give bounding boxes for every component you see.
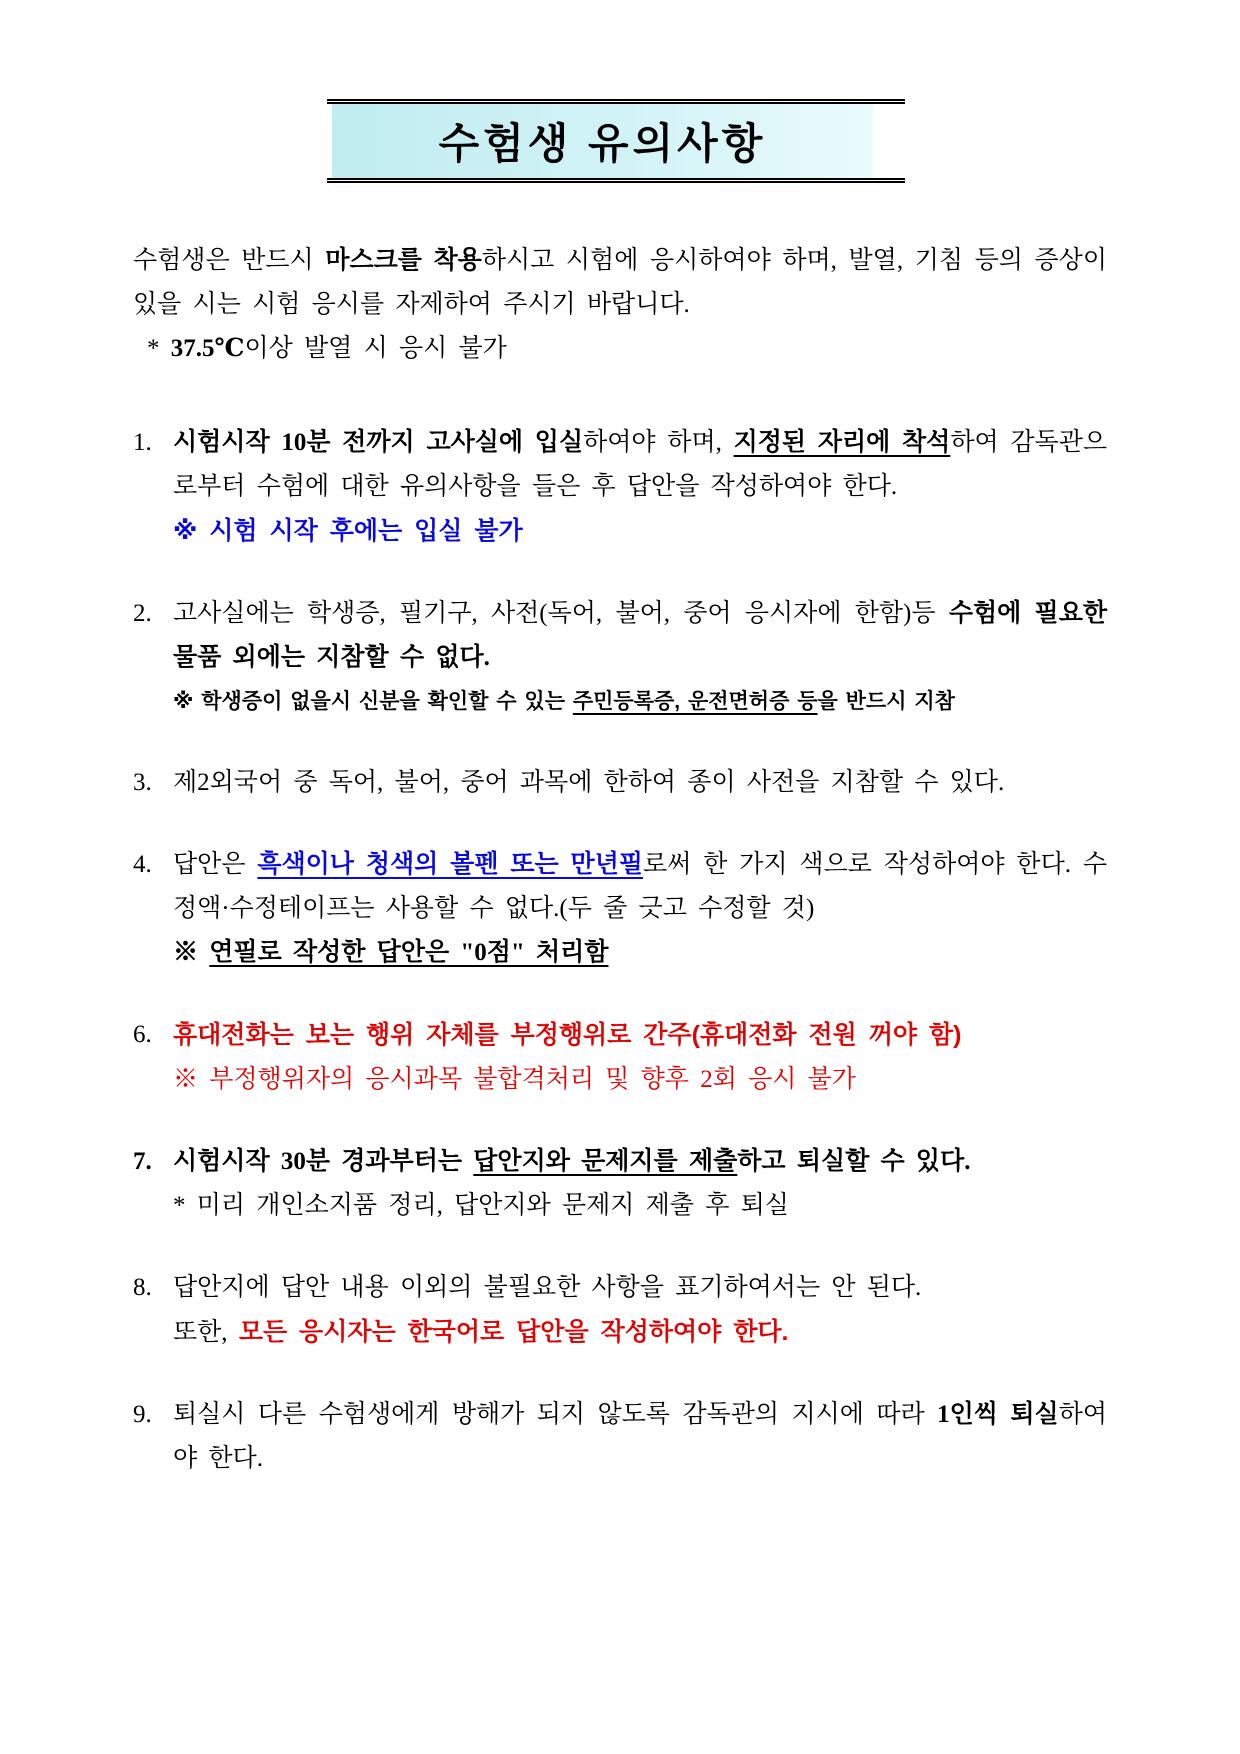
sub-note bbox=[173, 1184, 1107, 1228]
text-segment: ※ 학생증이 없을시 신분을 확인할 수 있는 bbox=[173, 690, 573, 713]
text-segment: 이상 발열 시 응시 불가 bbox=[244, 335, 507, 362]
notice-item-8 bbox=[133, 1266, 1107, 1355]
sub-note bbox=[173, 680, 1107, 723]
notice-item-3 bbox=[133, 761, 1107, 805]
text-segment: ※ 시험 시작 후에는 입실 불가 bbox=[173, 517, 523, 545]
text-segment: ※ bbox=[173, 939, 210, 966]
text-segment: * bbox=[147, 335, 171, 362]
title-banner-rules bbox=[327, 99, 905, 183]
text-segment: 제2외국어 중 독어, 불어, 중어 과목에 한하여 종이 사전을 지참할 수 있다. bbox=[173, 769, 1005, 796]
fever-note bbox=[133, 327, 1107, 371]
notice-item-4 bbox=[133, 843, 1107, 975]
document-body bbox=[133, 239, 1107, 1481]
item-body bbox=[173, 843, 1107, 975]
item-number: 2. bbox=[133, 600, 152, 627]
notice-item-1 bbox=[133, 421, 1107, 554]
text-segment: 수험생은 반드시 bbox=[133, 247, 326, 274]
item-body bbox=[173, 761, 1107, 805]
text-segment: 답안지에 답안 내용 이외의 불필요한 사항을 표기하여서는 안 된다. bbox=[173, 1274, 922, 1301]
item-text bbox=[173, 1393, 1107, 1481]
item-body bbox=[173, 1266, 1107, 1355]
item-text bbox=[173, 592, 1107, 680]
item-text bbox=[173, 1013, 1107, 1058]
text-segment: 하여야 한다. bbox=[173, 1401, 1107, 1472]
text-segment: 하고 퇴실할 수 있다. bbox=[737, 1148, 971, 1175]
text-segment: 답안지와 문제지를 제출 bbox=[473, 1148, 738, 1175]
notice-item-2 bbox=[133, 592, 1107, 723]
item-number: 6. bbox=[133, 1021, 152, 1048]
text-segment: 로써 한 가지 색으로 작성하여야 한다. 수정액·수정테이프는 사용할 수 없다.(두 줄 긋고 수정할 것) bbox=[173, 851, 1108, 922]
item-text bbox=[173, 1140, 1107, 1184]
text-segment: 시험시작 10분 전까지 고사실에 입실 bbox=[173, 429, 584, 456]
text-segment: 지정된 자리에 착석 bbox=[733, 429, 951, 456]
item-number: 9. bbox=[133, 1401, 152, 1428]
sub-note bbox=[173, 1058, 1107, 1102]
text-segment: 1인씩 퇴실 bbox=[937, 1401, 1059, 1428]
item-number: 8. bbox=[133, 1274, 152, 1301]
text-segment: 퇴실시 다른 수험생에게 방해가 되지 않도록 감독관의 지시에 따라 bbox=[173, 1401, 938, 1428]
item-text bbox=[173, 1266, 1107, 1355]
page-title: 수험생 유의사항 bbox=[332, 104, 873, 178]
text-segment: 흑색이나 청색의 볼펜 또는 만년필 bbox=[257, 851, 644, 878]
item-number: 7. bbox=[133, 1148, 152, 1175]
text-segment: 답안은 bbox=[173, 851, 258, 878]
notice-item-6 bbox=[133, 1013, 1107, 1102]
notice-item-7 bbox=[133, 1140, 1107, 1228]
text-segment: 또한, bbox=[173, 1319, 239, 1346]
item-body bbox=[173, 421, 1107, 554]
text-segment: 고사실에는 학생증, 필기구, 사전(독어, 불어, 중어 응시자에 한함)등 bbox=[173, 600, 949, 627]
sub-note bbox=[173, 931, 1107, 975]
item-body bbox=[173, 592, 1107, 723]
text-segment: 37.5℃ bbox=[170, 335, 245, 362]
text-segment: 을 반드시 지참 bbox=[817, 690, 955, 713]
item-number: 1. bbox=[133, 429, 152, 456]
text-segment: 하여야 하며, bbox=[583, 429, 734, 456]
text-segment: 연필로 작성한 답안은 "0점" 처리함 bbox=[209, 939, 609, 966]
item-body bbox=[173, 1140, 1107, 1228]
item-body bbox=[173, 1393, 1107, 1481]
text-segment: 하시고 시험에 응시하여야 하며, 발열, 기침 등의 증상이 있을 시는 시험 응시를 자제하여 주시기 바랍니다. bbox=[133, 247, 1107, 318]
item-number: 3. bbox=[133, 769, 152, 796]
text-segment: * 미리 개인소지품 정리, 답안지와 문제지 제출 후 퇴실 bbox=[173, 1192, 789, 1219]
text-segment: ※ 부정행위자의 응시과목 불합격처리 및 향후 2회 응시 불가 bbox=[173, 1066, 856, 1093]
item-number: 4. bbox=[133, 851, 152, 878]
item-body bbox=[173, 1013, 1107, 1102]
intro-paragraph bbox=[133, 239, 1107, 327]
text-segment: 시험시작 30분 경과부터는 bbox=[173, 1148, 474, 1175]
text-segment: 수험에 필요한 물품 외에는 지참할 수 없다. bbox=[173, 600, 1107, 671]
notice-item-9 bbox=[133, 1393, 1107, 1481]
text-segment: 주민등록증, 운전면허증 등 bbox=[572, 690, 818, 713]
text-segment: 모든 응시자는 한국어로 답안을 작성하여야 한다. bbox=[238, 1318, 789, 1346]
item-text bbox=[173, 421, 1107, 509]
item-text bbox=[173, 843, 1107, 931]
text-segment: 마스크를 착용 bbox=[325, 247, 482, 274]
text-segment: 휴대전화는 보는 행위 자체를 부정행위로 간주(휴대전화 전원 꺼야 함) bbox=[173, 1021, 962, 1049]
text-segment: 하여 감독관으로부터 수험에 대한 유의사항을 들은 후 답안을 작성하여야 한다. bbox=[173, 429, 1107, 500]
item-text bbox=[173, 761, 1107, 805]
sub-note bbox=[173, 509, 1107, 554]
